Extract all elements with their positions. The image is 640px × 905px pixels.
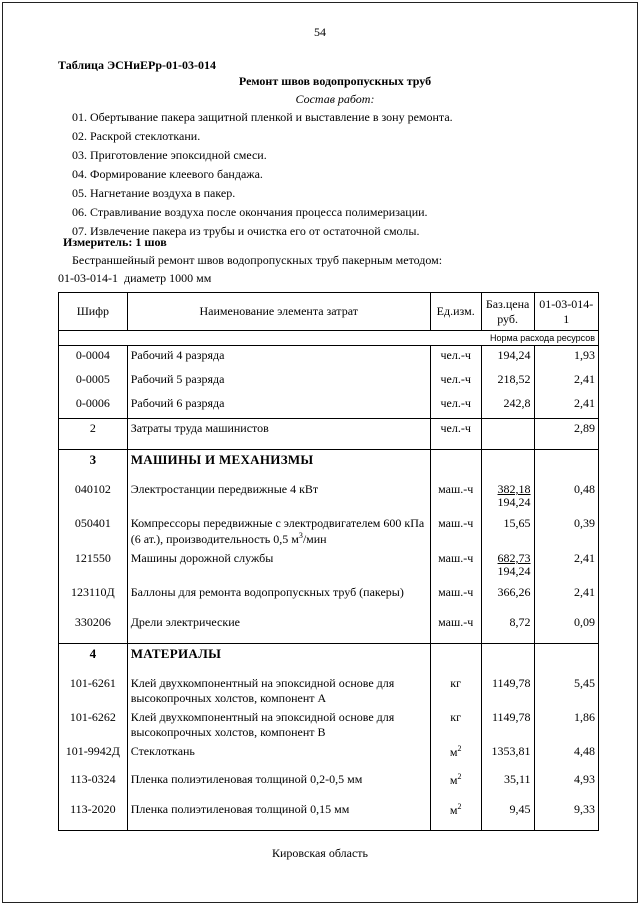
table-row <box>59 419 599 450</box>
row-name-text: Рабочий 5 разряда <box>130 372 225 386</box>
row-name-text: Рабочий 4 разряда <box>130 348 225 362</box>
table-row <box>59 674 599 708</box>
row-price-text: 35,11 <box>503 772 531 786</box>
row-code-text: 3 <box>89 452 97 467</box>
row-unit <box>430 583 481 613</box>
header-price: Баз.цена руб. <box>481 293 534 331</box>
row-name-text: Пленка полиэтиленовая толщиной 0,15 мм <box>130 802 350 816</box>
row-name <box>127 514 430 549</box>
table-row <box>59 450 599 481</box>
row-unit-text: м <box>449 803 458 817</box>
row-code <box>59 346 128 371</box>
row-name-text: МАШИНЫ И МЕХАНИЗМЫ <box>130 452 314 467</box>
row-price-text: 242,8 <box>503 396 531 410</box>
row-rate <box>534 742 598 770</box>
row-name-text: Рабочий 6 разряда <box>130 396 225 410</box>
row-name <box>127 394 430 419</box>
measure-unit: Измеритель: 1 шов <box>63 235 167 249</box>
row-price <box>481 613 534 644</box>
row-name-text: Машины дорожной службы <box>130 551 274 565</box>
work-step: 07. Извлечение пакера из трубы и очистка его от остаточной смолы. <box>72 224 420 238</box>
row-code <box>59 674 128 708</box>
row-rate-text: 4,48 <box>574 744 595 758</box>
row-code <box>59 549 128 583</box>
row-rate <box>534 770 598 800</box>
resource-table <box>58 292 599 831</box>
table-row <box>59 549 599 583</box>
row-code <box>59 613 128 644</box>
row-unit-text: маш.-ч <box>438 585 474 599</box>
row-unit-text: кг <box>450 710 462 724</box>
row-unit <box>430 613 481 644</box>
row-name-text: МАТЕРИАЛЫ <box>130 646 222 661</box>
row-price-denominator: 194,24 <box>497 564 531 578</box>
row-rate-text: 4,93 <box>574 772 595 786</box>
norm-code-text: диаметр 1000 мм <box>124 271 212 285</box>
row-rate <box>534 708 598 742</box>
row-unit <box>430 742 481 770</box>
row-rate <box>534 644 598 675</box>
row-rate-text: 2,41 <box>574 372 595 386</box>
row-name <box>127 480 430 514</box>
header-rate: 01-03-014-1 <box>534 293 598 331</box>
row-unit-superscript: 2 <box>457 802 462 811</box>
row-rate-text: 0,39 <box>574 516 595 530</box>
table-row <box>59 514 599 549</box>
row-code <box>59 419 128 450</box>
row-unit <box>430 644 481 675</box>
table-row <box>59 742 599 770</box>
row-name-text: Компрессоры передвижные с электродвигателем 600 кПа (6 ат.), производительность 0,5 м <box>130 516 425 546</box>
row-rate <box>534 800 598 831</box>
row-unit <box>430 800 481 831</box>
table-row <box>59 708 599 742</box>
table-row <box>59 346 599 371</box>
row-unit <box>430 674 481 708</box>
row-unit-text: маш.-ч <box>438 482 474 496</box>
header-unit: Ед.изм. <box>430 293 481 331</box>
row-code-text: 4 <box>89 646 97 661</box>
table-row <box>59 613 599 644</box>
header-code: Шифр <box>59 293 128 331</box>
row-price <box>481 770 534 800</box>
row-unit <box>430 480 481 514</box>
row-unit <box>430 770 481 800</box>
row-rate <box>534 346 598 371</box>
work-step: 01. Обертывание пакера защитной пленкой и выставление в зону ремонта. <box>72 110 453 124</box>
row-rate <box>534 480 598 514</box>
row-price <box>481 514 534 549</box>
row-price <box>481 708 534 742</box>
row-rate-text: 2,89 <box>574 421 595 435</box>
row-name-tail: /мин <box>302 532 327 546</box>
row-unit <box>430 370 481 394</box>
work-step: 03. Приготовление эпоксидной смеси. <box>72 148 267 162</box>
work-step: 04. Формирование клеевого бандажа. <box>72 167 263 181</box>
norm-code: 01-03-014-1 <box>58 271 118 285</box>
row-code <box>59 450 128 481</box>
row-price <box>481 644 534 675</box>
row-rate <box>534 514 598 549</box>
row-code-text: 123110Д <box>70 585 115 599</box>
row-rate <box>534 674 598 708</box>
row-unit-text: маш.-ч <box>438 516 474 530</box>
norm-label-row <box>59 331 599 346</box>
row-code-text: 0-0006 <box>75 396 110 410</box>
row-name-text: Стеклоткань <box>130 744 195 758</box>
row-price-text: 1149,78 <box>491 710 531 724</box>
row-unit-text: кг <box>450 676 462 690</box>
row-unit <box>430 549 481 583</box>
row-code <box>59 370 128 394</box>
row-name-text: Дрели электрические <box>130 615 240 629</box>
row-unit-superscript: 2 <box>457 744 462 753</box>
row-name <box>127 419 430 450</box>
row-name-text: Клей двухкомпонентный на эпоксидной основе для высокопрочных холстов, компонент А <box>130 676 395 705</box>
row-unit-superscript: 2 <box>457 772 462 781</box>
row-unit <box>430 394 481 419</box>
row-name <box>127 674 430 708</box>
row-rate <box>534 394 598 419</box>
row-rate-text: 0,48 <box>574 482 595 496</box>
row-code <box>59 583 128 613</box>
table-row <box>59 800 599 831</box>
row-code <box>59 708 128 742</box>
table-row <box>59 370 599 394</box>
row-rate-text: 1,93 <box>574 348 595 362</box>
row-price <box>481 419 534 450</box>
row-price-text: 8,72 <box>509 615 531 629</box>
row-name <box>127 770 430 800</box>
row-price-text: 1149,78 <box>491 676 531 690</box>
work-steps-list <box>72 108 453 241</box>
row-name <box>127 800 430 831</box>
row-rate-text: 9,33 <box>574 802 595 816</box>
work-description: Бестраншейный ремонт швов водопропускных труб пакерным методом: <box>72 253 443 267</box>
row-unit-text: чел.-ч <box>440 372 471 386</box>
row-code-text: 0-0005 <box>75 372 110 386</box>
row-price-text: 382,18 <box>497 482 531 496</box>
row-rate-text: 0,09 <box>574 615 595 629</box>
row-name-text: Баллоны для ремонта водопропускных труб (пакеры) <box>130 585 404 599</box>
row-price <box>481 549 534 583</box>
row-rate-text: 2,41 <box>574 585 595 599</box>
table-label: Таблица ЭСНиЕРр-01-03-014 <box>58 58 217 72</box>
row-name <box>127 549 430 583</box>
row-rate-text: 1,86 <box>574 710 595 724</box>
row-rate <box>534 370 598 394</box>
table-row <box>59 480 599 514</box>
row-price <box>481 480 534 514</box>
row-price-text: 15,65 <box>503 516 531 530</box>
row-unit <box>430 346 481 371</box>
row-price-text: 218,52 <box>497 372 531 386</box>
row-name-superscript: 3 <box>298 531 303 540</box>
work-composition-heading: Состав работ: <box>295 92 375 106</box>
row-name <box>127 370 430 394</box>
row-code <box>59 800 128 831</box>
row-rate <box>534 613 598 644</box>
row-price-text: 366,26 <box>497 585 531 599</box>
row-unit <box>430 419 481 450</box>
row-price <box>481 583 534 613</box>
row-code-text: 113-0324 <box>70 772 116 786</box>
row-unit-text: м <box>449 745 458 759</box>
row-unit-text: чел.-ч <box>440 421 471 435</box>
row-code-text: 2 <box>89 421 96 435</box>
row-code <box>59 480 128 514</box>
row-code-text: 050401 <box>74 516 111 530</box>
row-price-text: 9,45 <box>509 802 531 816</box>
row-name <box>127 346 430 371</box>
row-unit <box>430 514 481 549</box>
row-price <box>481 346 534 371</box>
norm-code-line <box>58 271 211 286</box>
row-price <box>481 394 534 419</box>
table-header-row <box>59 293 599 331</box>
row-unit <box>430 708 481 742</box>
row-code <box>59 742 128 770</box>
document-title: Ремонт швов водопропускных труб <box>238 74 432 88</box>
row-price <box>481 450 534 481</box>
footer-region: Кировская область <box>271 846 368 860</box>
row-unit-text: маш.-ч <box>438 615 474 629</box>
row-code <box>59 644 128 675</box>
row-rate <box>534 549 598 583</box>
row-name <box>127 583 430 613</box>
work-step: 05. Нагнетание воздуха в пакер. <box>72 186 236 200</box>
row-code <box>59 514 128 549</box>
row-rate <box>534 583 598 613</box>
row-code <box>59 394 128 419</box>
row-rate-text: 5,45 <box>574 676 595 690</box>
row-name <box>127 742 430 770</box>
row-name-text: Пленка полиэтиленовая толщиной 0,2-0,5 мм <box>130 772 363 786</box>
row-code-text: 101-6262 <box>69 710 116 724</box>
row-code-text: 0-0004 <box>75 348 110 362</box>
row-price <box>481 674 534 708</box>
row-price <box>481 742 534 770</box>
row-rate <box>534 419 598 450</box>
row-unit-text: чел.-ч <box>440 348 471 362</box>
row-code-text: 040102 <box>74 482 111 496</box>
row-code-text: 101-9942Д <box>65 744 120 758</box>
row-name <box>127 450 430 481</box>
row-price-denominator: 194,24 <box>497 495 531 509</box>
table-row <box>59 644 599 675</box>
row-name-text: Электростанции передвижные 4 кВт <box>130 482 319 496</box>
row-code-text: 330206 <box>74 615 111 629</box>
row-unit-text: м <box>449 773 458 787</box>
norm-label: Норма расхода ресурсов <box>59 331 599 346</box>
row-unit-text: чел.-ч <box>440 396 471 410</box>
row-code-text: 121550 <box>74 551 111 565</box>
row-rate-text: 2,41 <box>574 396 595 410</box>
work-step: 06. Стравливание воздуха после окончания процесса полимеризации. <box>72 205 428 219</box>
row-unit <box>430 450 481 481</box>
row-price-text: 682,73 <box>497 551 531 565</box>
row-price <box>481 800 534 831</box>
row-code-text: 101-6261 <box>69 676 116 690</box>
header-name: Наименование элемента затрат <box>127 293 430 331</box>
row-rate-text: 2,41 <box>574 551 595 565</box>
page-number: 54 <box>314 25 326 39</box>
row-code-text: 113-2020 <box>70 802 116 816</box>
row-unit-text: маш.-ч <box>438 551 474 565</box>
row-price <box>481 370 534 394</box>
table-row <box>59 770 599 800</box>
row-name <box>127 613 430 644</box>
row-price-text: 194,24 <box>497 348 531 362</box>
row-rate <box>534 450 598 481</box>
row-price-text: 1353,81 <box>491 744 531 758</box>
row-code <box>59 770 128 800</box>
table-row <box>59 583 599 613</box>
row-name <box>127 708 430 742</box>
row-name-text: Клей двухкомпонентный на эпоксидной основе для высокопрочных холстов, компонент В <box>130 710 395 739</box>
table-row <box>59 394 599 419</box>
work-step: 02. Раскрой стеклоткани. <box>72 129 201 143</box>
row-name <box>127 644 430 675</box>
row-name-text: Затраты труда машинистов <box>130 421 269 435</box>
